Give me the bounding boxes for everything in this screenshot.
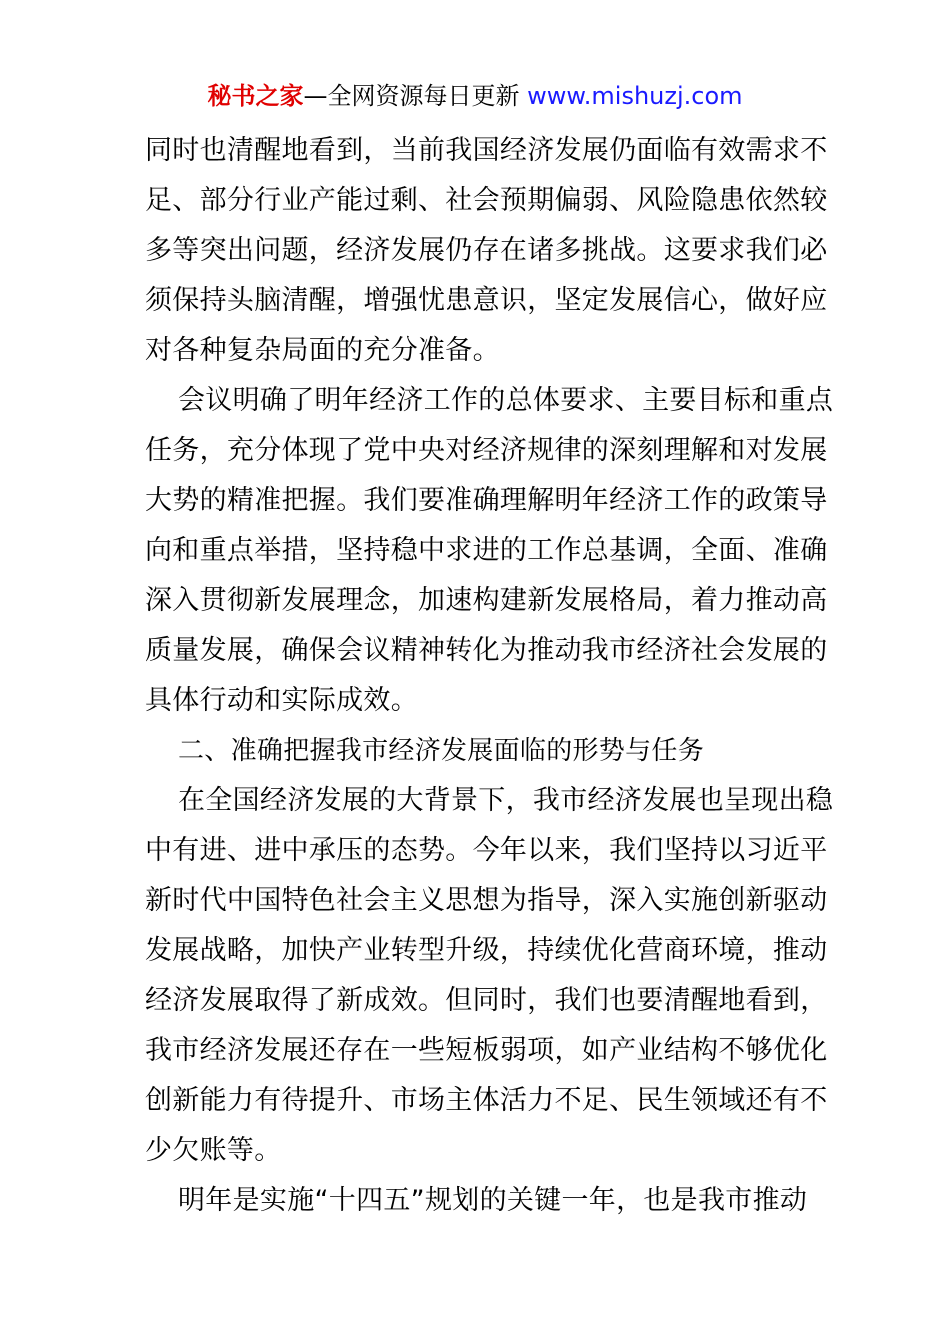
text-line: 任务，充分体现了党中央对经济规律的深刻理解和对发展 xyxy=(145,435,828,466)
text-line: 深入贯彻新发展理念，加速构建新发展格局，着力推动高 xyxy=(145,585,828,616)
text-line: 少欠账等。 xyxy=(145,1135,282,1166)
text-line: 足、部分行业产能过剩、社会预期偏弱、风险隐患依然较 xyxy=(145,185,828,216)
header-tagline: —全网资源每日更新 xyxy=(303,82,520,110)
text-line: 大势的精准把握。我们要准确理解明年经济工作的政策导 xyxy=(145,485,828,516)
text-line: 会议明确了明年经济工作的总体要求、主要目标和重点 xyxy=(178,385,834,416)
document-body xyxy=(145,126,834,1226)
text-line: 对各种复杂局面的充分准备。 xyxy=(145,335,500,366)
text-line: 须保持头脑清醒，增强忧患意识，坚定发展信心，做好应 xyxy=(145,285,828,316)
text-line: 发展战略，加快产业转型升级，持续优化营商环境，推动 xyxy=(145,935,828,966)
text-line: 创新能力有待提升、市场主体活力不足、民生领域还有不 xyxy=(145,1085,828,1116)
text-line: 向和重点举措，坚持稳中求进的工作总基调，全面、准确 xyxy=(145,535,828,566)
text-line: 具体行动和实际成效。 xyxy=(145,685,418,716)
text-line: 新时代中国特色社会主义思想为指导，深入实施创新驱动 xyxy=(145,885,828,916)
site-url-link[interactable]: www.mishuzj.com xyxy=(527,82,743,110)
text-line: 多等突出问题，经济发展仍存在诸多挑战。这要求我们必 xyxy=(145,235,828,266)
text-line: 我市经济发展还存在一些短板弱项，如产业结构不够优化 xyxy=(145,1035,828,1066)
site-header xyxy=(0,80,950,112)
text-line: 中有进、进中承压的态势。今年以来，我们坚持以习近平 xyxy=(145,835,828,866)
text-line: 同时也清醒地看到，当前我国经济发展仍面临有效需求不 xyxy=(145,135,828,166)
section-heading: 二、准确把握我市经济发展面临的形势与任务 xyxy=(178,736,705,766)
text-line: 经济发展取得了新成效。但同时，我们也要清醒地看到， xyxy=(145,985,828,1016)
brand-name: 秘书之家 xyxy=(207,82,304,110)
text-line: 质量发展，确保会议精神转化为推动我市经济社会发展的 xyxy=(145,635,828,666)
text-line: 明年是实施“十四五”规划的关键一年，也是我市推动 xyxy=(178,1185,808,1216)
text-line: 在全国经济发展的大背景下，我市经济发展也呈现出稳 xyxy=(178,785,834,816)
